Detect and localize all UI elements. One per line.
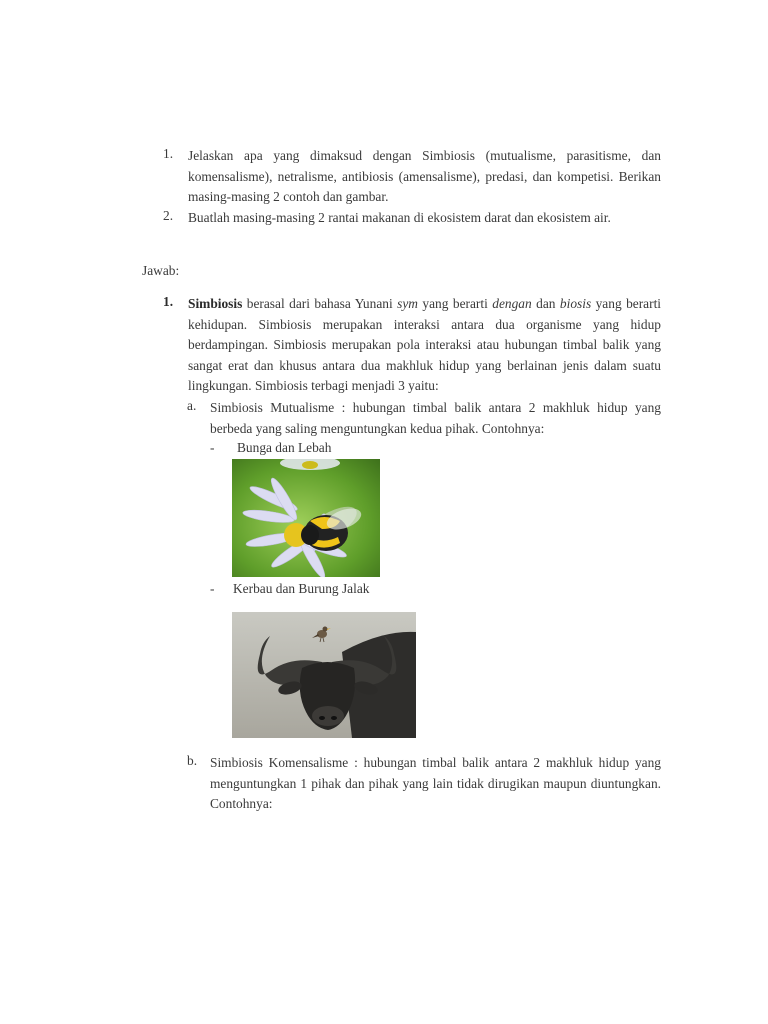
subsection-komensalisme [187,753,661,815]
term-dengan: dengan [492,296,532,311]
question-2-text: Buatlah masing-masing 2 rantai makanan di ekosistem darat dan ekosistem air. [188,210,611,225]
term-simbiosis: Simbiosis [188,296,243,311]
term-sym: sym [397,296,418,311]
answer-label: Jawab: [142,263,180,278]
buffalo-bird-image [232,612,416,738]
subsection-a-letter: a. [187,398,197,413]
bee-flower-illustration [232,459,380,577]
bullet-dash: - [210,440,215,455]
example-label: Kerbau dan Burung Jalak [233,581,370,596]
bullet-dash: - [210,581,215,596]
term-biosis: biosis [559,296,592,311]
example-label: Bunga dan Lebah [237,440,332,455]
answer-1 [163,294,661,397]
question-2 [163,208,661,229]
question-1 [163,146,661,208]
subsection-b-letter: b. [187,753,198,768]
answer-1-text-part: yang berarti [417,296,493,311]
answer-1-text-part: dan [531,296,560,311]
subsection-mutualisme [187,398,661,439]
subsection-b-text: Simbiosis Komensalisme : hubungan timbal balik antara 2 makhluk hidup yang menguntungkan 1 pihak dan pihak yang lain tidak dirugikan maupun diuntungkan. Contohnya: [210,755,661,812]
answer-1-text-part: berasal dari bahasa Yunani [242,296,398,311]
question-1-text: Jelaskan apa yang dimaksud dengan Simbiosis (mutualisme, parasitisme, dan komensalisme), netralisme, antibiosis (amensalisme), predasi, dan kompetisi. Berikan masing-masing 2 contoh dan gambar. [188,148,661,205]
answer-1-paragraph [188,294,661,397]
question-1-number: 1. [163,146,174,161]
bee-flower-image [232,459,380,577]
question-2-number: 2. [163,208,174,223]
answer-1-number: 1. [163,294,174,309]
answer-1-text-part: yang berarti kehidupan. Simbiosis merupakan interaksi antara dua organisme yang hidup berdampingan. Simbiosis merupakan pola interaksi atau hubungan timbal balik yang sangat erat dan khusus antara dua makhluk hidup yang berlainan jenis dalam suatu lingkungan. Simbiosis terbagi menjadi 3 yaitu: [188,296,662,394]
subsection-a-text: Simbiosis Mutualisme : hubungan timbal balik antara 2 makhluk hidup yang berbeda yang saling menguntungkan kedua pihak. Contohnya: [210,400,661,436]
buffalo-bird-illustration [232,612,416,738]
